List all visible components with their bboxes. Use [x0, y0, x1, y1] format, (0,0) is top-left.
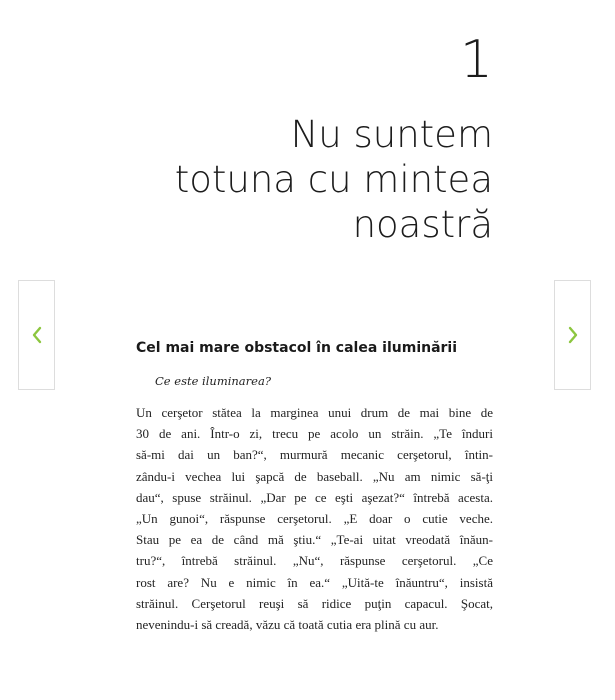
paragraph-line: Stau pe ea de când mă ştiu.“ „Te-ai uitat vreodată înăun- — [136, 532, 493, 548]
paragraph-line: 30 de ani. Într-o zi, trecu pe acolo un străin. „Te înduri — [136, 426, 493, 442]
chapter-title — [133, 112, 493, 247]
paragraph-line: străinul. Cerşetorul reuşi să ridice puţin capacul. Şocat, — [136, 595, 493, 611]
chapter-title-line: totuna cu mintea — [174, 158, 493, 201]
previous-page-button[interactable] — [18, 280, 55, 390]
paragraph-line: nevenindu-i să creadă, văzu că toată cutia era plină cu aur. — [136, 617, 439, 633]
paragraph-line: Un cerşetor stătea la marginea unui drum de mai bine de — [136, 405, 493, 420]
section-heading: Cel mai mare obstacol în calea iluminării — [136, 340, 458, 356]
section-subheading: Ce este iluminarea? — [155, 374, 271, 388]
chevron-left-icon — [30, 325, 44, 345]
paragraph-line: tru?“, întrebă străinul. „Nu“, răspunse cerşetorul. „Ce — [136, 553, 493, 569]
paragraph-line: „Un gunoi“, răspunse cerşetorul. „E doar o cutie veche. — [136, 511, 493, 527]
paragraph-line: să-mi dai un ban?“, murmură mecanic cerşetorul, întin- — [136, 447, 493, 463]
paragraph-line: zându-i vechea lui şapcă de baseball. „Nu am nimic să-ţi — [136, 468, 493, 484]
paragraph-line: dau“, spuse străinul. „Dar pe ce eşti aşezat?“ întrebă acesta. — [136, 489, 493, 505]
paragraph-line: rost are? Nu e nimic în ea.“ „Uită-te înăuntru“, insistă — [136, 574, 493, 590]
chapter-title-line: Nu suntem — [290, 113, 493, 156]
chapter-title-line: noastră — [352, 203, 493, 246]
next-page-button[interactable] — [554, 280, 591, 390]
chevron-right-icon — [566, 325, 580, 345]
body-paragraph — [136, 402, 493, 635]
chapter-number: 1 — [459, 30, 493, 90]
